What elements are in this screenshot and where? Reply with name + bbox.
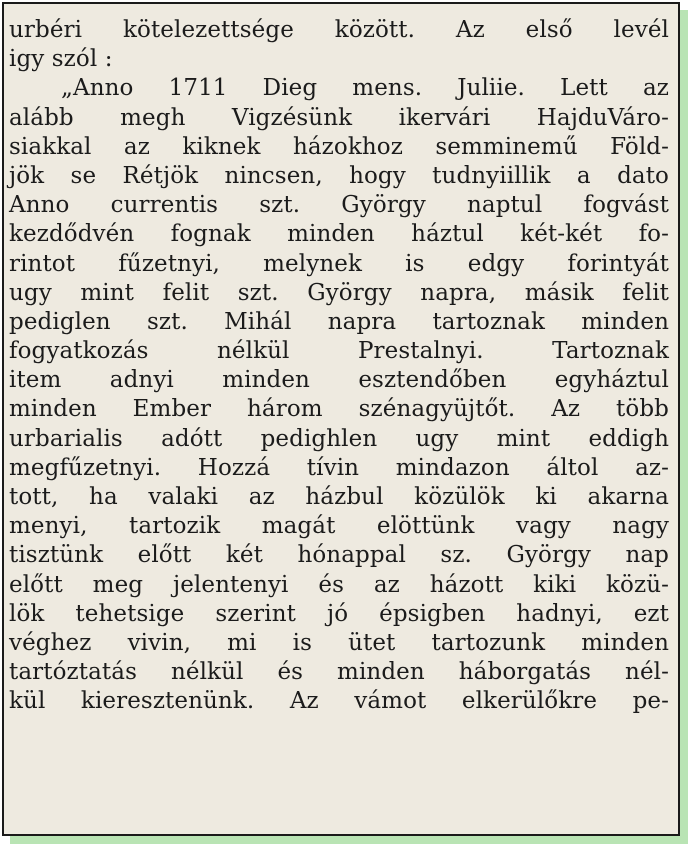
text-line: „Anno 1711 Dieg mens. Juliie. Lett az (61, 75, 669, 102)
text-line: pediglen szt. Mihál napra tartoznak minden (9, 308, 669, 335)
text-line: rintot fűzetnyi, melynek is edgy forintyát (9, 250, 669, 277)
text-line: fogyatkozás nélkül Prestalnyi. Tartoznak (9, 338, 669, 365)
text-line: tott, ha valaki az házbul közülök ki akarna (9, 484, 669, 510)
text-line: Anno currentis szt. György naptul fogvást (9, 192, 669, 219)
text-line: tartóztatás nélkül és minden háborgatás nél- (9, 659, 669, 686)
text-line: menyi, tartozik magát elöttünk vagy nagy (9, 513, 669, 540)
text-line: alább megh Vigzésünk ikervári HajduVáro- (9, 104, 669, 131)
text-line: tisztünk előtt két hónappal sz. György nap (9, 542, 669, 569)
text-line: ugy mint felit szt. György napra, másik felit (9, 279, 669, 306)
text-line: lök tehetsige szerint jó épsigben hadnyi, ezt (9, 600, 669, 627)
text-line: item adnyi minden esztendőben egyháztul (9, 367, 669, 394)
text-line: urbarialis adótt pedighlen ugy mint eddigh (9, 425, 669, 452)
text-line: urbéri kötelezettsége között. Az első levél (9, 17, 669, 43)
article-text (9, 16, 669, 717)
text-line: kezdődvén fognak minden háztul két-két fo- (9, 221, 669, 248)
text-line: siakkal az kiknek házokhoz semminemű Föld- (9, 133, 669, 160)
text-line: megfűzetnyi. Hozzá tívin mindazon áltol az- (9, 454, 669, 481)
scanned-clipping (2, 2, 680, 836)
text-line: minden Ember három szénagyüjtőt. Az több (9, 396, 669, 423)
text-line: igy szól : (9, 46, 113, 73)
text-line: előtt meg jelentenyi és az házott kiki közü- (9, 571, 669, 598)
text-line: jök se Rétjök nincsen, hogy tudnyiillik a dato (9, 162, 669, 189)
text-line: kül kieresztenünk. Az vámot elkerülőkre pe- (9, 688, 669, 715)
text-line: véghez vivin, mi is ütet tartozunk minden (9, 629, 669, 656)
